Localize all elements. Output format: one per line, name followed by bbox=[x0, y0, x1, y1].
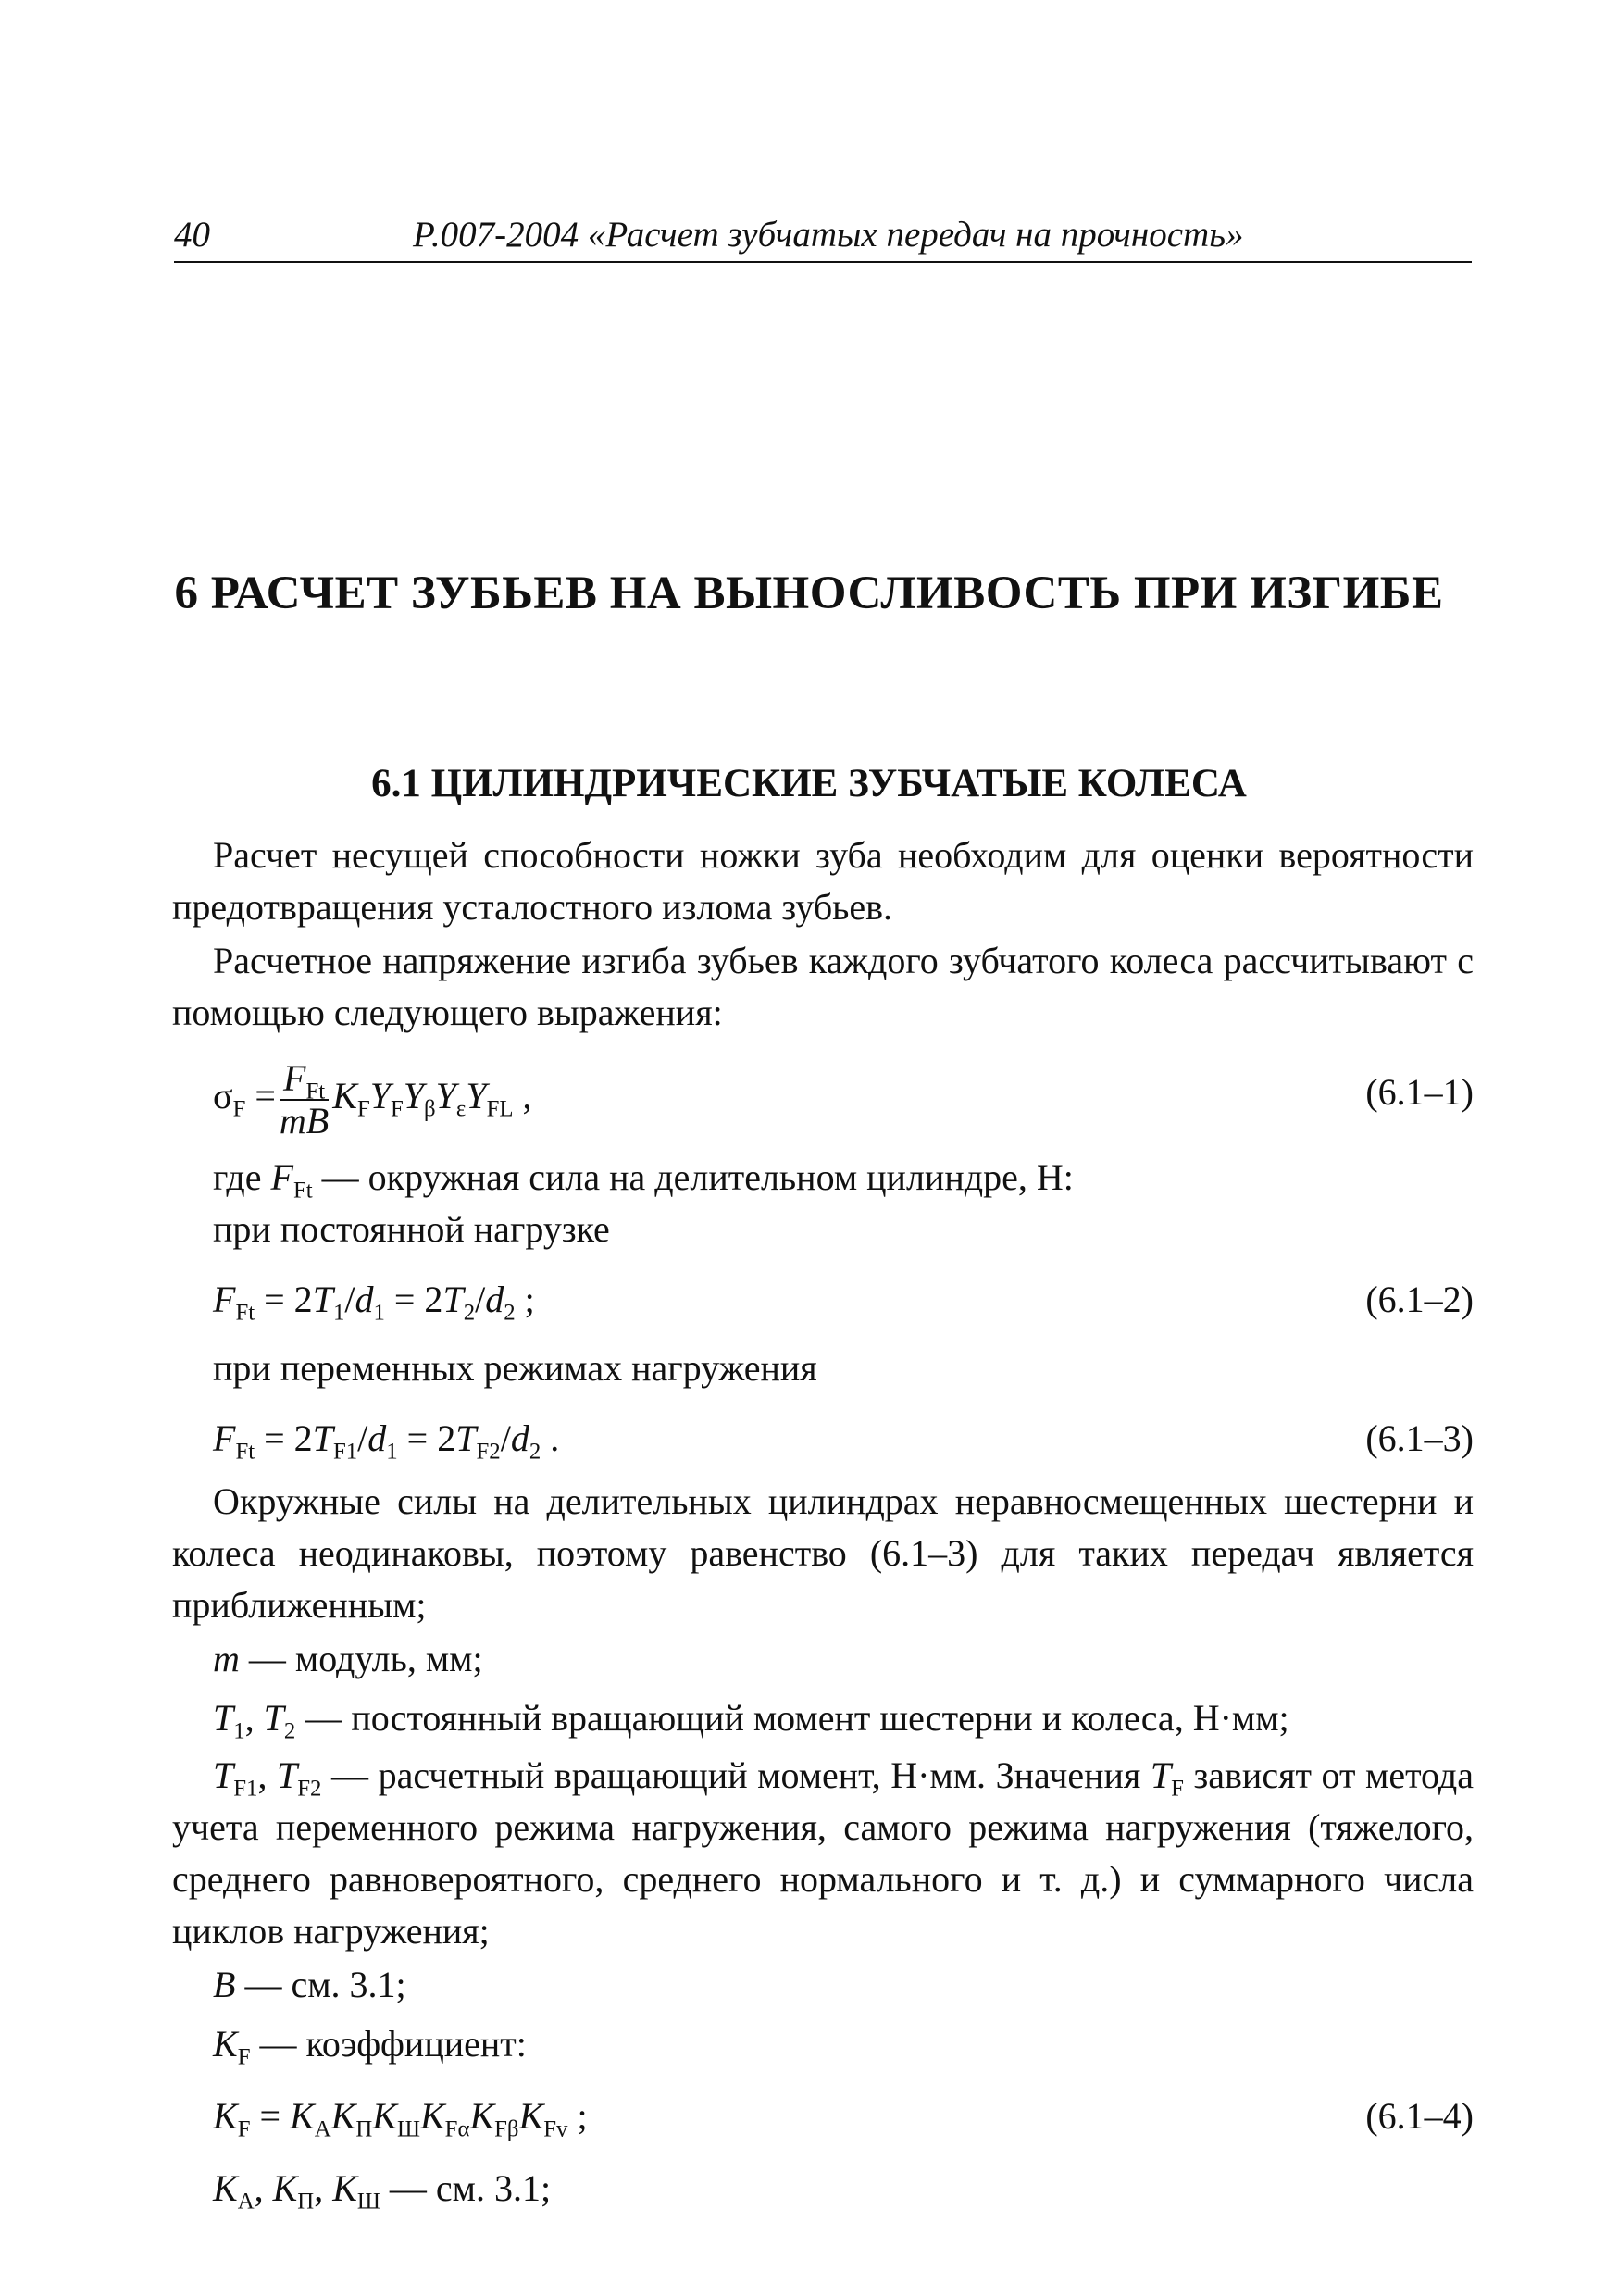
equation-6-1-3 bbox=[213, 1416, 1474, 1481]
definition-ff: где $F_{Ft}$ — окружная сила на делительном цилиндре, Н: bbox=[213, 1156, 1074, 1204]
equation-number: (6.1–3) bbox=[1365, 1417, 1474, 1459]
paragraph-3: Окружные силы на делительных цилиндрах неравносмещенных шестерни и колеса неодинаковы, поэтому равенство (6.1–3) для таких передач является приближенным; bbox=[172, 1480, 1474, 1626]
definition-text: — см. 3.1; bbox=[244, 1964, 406, 2005]
definition-kf: $K_F$ — коэффициент: bbox=[213, 2023, 527, 2070]
equation-number: (6.1–2) bbox=[1365, 1279, 1474, 1320]
definition-text: — расчетный вращающий момент, Н·мм. Значения bbox=[331, 1754, 1141, 1796]
definition-text-continued: зависят от метода учета переменного режима нагружения, самого режима нагружения (тяжелого, среднего равновероятного, среднего нормального и т. д.) и суммарного числа циклов нагружения; bbox=[172, 1754, 1474, 1952]
equation-formula: $F_{Ft} = 2T_1/d_1 = 2T_2/d_2$ ; bbox=[213, 1279, 535, 1326]
equation-formula: $K_F = K_AK_ПK_ШK_{F\alpha}K_{F\beta}K_{Fv}$ ; bbox=[213, 2095, 588, 2142]
definition-m: m — модуль, мм; bbox=[213, 1638, 483, 1679]
equation-6-1-2 bbox=[213, 1278, 1474, 1342]
definition-text: — см. 3.1; bbox=[389, 2167, 552, 2209]
equation-number: (6.1–1) bbox=[1365, 1071, 1474, 1113]
paragraph-2: Расчетное напряжение изгиба зубьев каждого зубчатого колеса рассчитывают с помощью следующего выражения: bbox=[172, 940, 1474, 1033]
equation-formula: $F_{Ft} = 2T_{F1}/d_1 = 2T_{F2}/d_2$ . bbox=[213, 1417, 560, 1465]
where-word: где bbox=[213, 1156, 262, 1198]
variable-load-label: при переменных режимах нагружения bbox=[213, 1347, 817, 1389]
page-number: 40 bbox=[174, 215, 210, 255]
definition-ka: $K_A$, $K_П$, $K_Ш$ — см. 3.1; bbox=[213, 2167, 552, 2215]
section-title: 6.1 ЦИЛИНДРИЧЕСКИЕ ЗУБЧАТЫЕ КОЛЕСА bbox=[371, 762, 1247, 805]
paragraph-1: Расчет несущей способности ножки зуба необходим для оценки вероятности предотвращения усталостного излома зубьев. bbox=[172, 834, 1474, 928]
definition-text: — окружная сила на делительном цилиндре, Н: bbox=[321, 1156, 1074, 1198]
definition-b: B — см. 3.1; bbox=[213, 1964, 406, 2005]
constant-load-label: при постоянной нагрузке bbox=[213, 1208, 610, 1250]
equation-formula: $\sigma_F$ = $\frac{F_{Ft}}{mB}$ $K_FY_FY_\beta Y_\varepsilon Y_{FL}$ , bbox=[213, 1056, 532, 1142]
document-title: Р.007-2004 «Расчет зубчатых передач на прочность» bbox=[413, 215, 1244, 255]
chapter-title: 6 РАСЧЕТ ЗУБЬЕВ НА ВЫНОСЛИВОСТЬ ПРИ ИЗГИБЕ bbox=[174, 568, 1444, 619]
definition-t: $T_1$, $T_2$ — постоянный вращающий момент шестерни и колеса, Н·мм; bbox=[213, 1697, 1289, 1744]
running-header bbox=[174, 209, 1472, 263]
definition-text: — коэффициент: bbox=[259, 2023, 527, 2065]
definition-text: — постоянный вращающий момент шестерни и колеса, Н·мм; bbox=[305, 1697, 1289, 1739]
equation-number: (6.1–4) bbox=[1365, 2095, 1474, 2137]
equation-6-1-1 bbox=[213, 1050, 1474, 1142]
equation-6-1-4 bbox=[213, 2094, 1474, 2159]
definition-tf: $T_{F1}$, $T_{F2}$ — расчетный вращающий момент, Н·мм. Значения $T_F$ зависят от метода учета переменного режима нагружения, самого режима нагружения (тяжелого, среднего равновероятного, среднего нормального и т. д.) и суммарного числа циклов нагружения; bbox=[172, 1754, 1474, 1952]
fraction: $\frac{F_{Ft}}{mB}$ bbox=[279, 1056, 330, 1142]
definition-text: — модуль, мм; bbox=[248, 1638, 483, 1679]
